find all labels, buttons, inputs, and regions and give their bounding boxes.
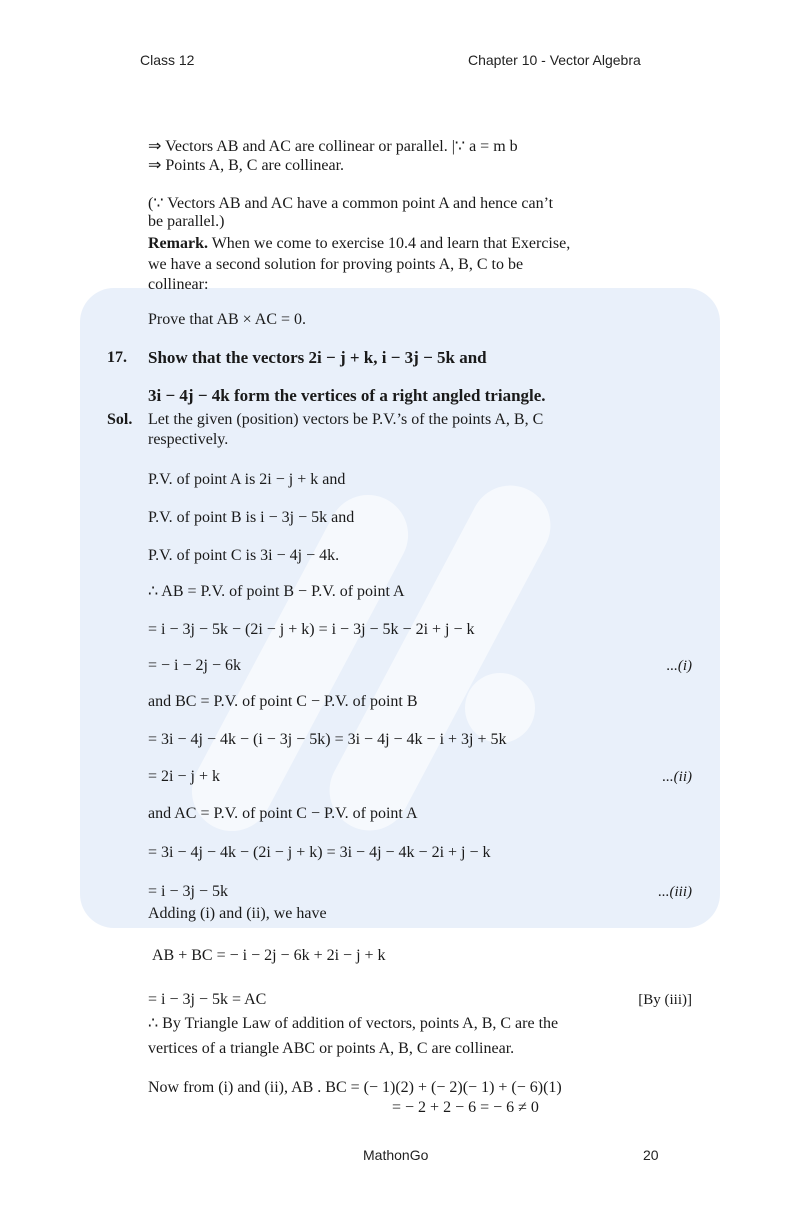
math-line: AB + BC = − i − 2j − 6k + 2i − j + k (152, 947, 386, 964)
math-line: = i − 3j − 5k (148, 883, 228, 900)
header-class: Class 12 (140, 52, 195, 68)
text-line: collinear: (148, 276, 209, 293)
math-line: = 2i − j + k (148, 768, 220, 785)
question-text: Show that the vectors 2i − j + k, i − 3j − 5k and (148, 348, 487, 367)
text-line: ⇒ Points A, B, C are collinear. (148, 157, 345, 174)
equation-ref: ...(ii) (662, 769, 692, 785)
remark-label: Remark. (148, 235, 208, 252)
math-line: and BC = P.V. of point C − P.V. of point B (148, 693, 418, 710)
text-line: vertices of a triangle ABC or points A, B, C are collinear. (148, 1040, 515, 1057)
text-line: Prove that AB × AC = 0. (148, 311, 307, 328)
math-line: P.V. of point A is 2i − j + k and (148, 471, 346, 488)
highlight-panel (80, 288, 720, 928)
text-line: be parallel.) (148, 213, 225, 230)
math-line: = i − 3j − 5k = AC (148, 991, 267, 1008)
text-line: Let the given (position) vectors be P.V.’s of the points A, B, C (148, 411, 544, 428)
header-chapter: Chapter 10 - Vector Algebra (468, 52, 641, 68)
equation-ref: ...(iii) (658, 884, 692, 900)
math-line: = − 2 + 2 − 6 = − 6 ≠ 0 (392, 1099, 539, 1116)
text-line: Adding (i) and (ii), we have (148, 905, 327, 922)
remark-line: Remark. When we come to exercise 10.4 and learn that Exercise, (148, 235, 571, 252)
math-line: = 3i − 4j − 4k − (i − 3j − 5k) = 3i − 4j − 4k − i + 3j + 5k (148, 731, 507, 748)
page-number: 20 (643, 1147, 659, 1163)
equation-ref: ...(i) (666, 658, 692, 674)
math-line: = 3i − 4j − 4k − (2i − j + k) = 3i − 4j − 4k − 2i + j − k (148, 844, 491, 861)
text-line: ⇒ Vectors AB and AC are collinear or parallel. |∵ a = m b (148, 138, 518, 155)
math-line: P.V. of point B is i − 3j − 5k and (148, 509, 355, 526)
math-line: ∴ AB = P.V. of point B − P.V. of point A (148, 583, 405, 600)
equation-ref: [By (iii)] (638, 992, 692, 1008)
text-line: (∵ Vectors AB and AC have a common point A and hence can’t (148, 195, 554, 212)
footer-brand: MathonGo (363, 1147, 429, 1163)
math-line: = i − 3j − 5k − (2i − j + k) = i − 3j − 5k − 2i + j − k (148, 621, 475, 638)
math-line: P.V. of point C is 3i − 4j − 4k. (148, 547, 340, 564)
text-line: respectively. (148, 431, 229, 448)
question-text: 3i − 4j − 4k form the vertices of a right angled triangle. (148, 386, 546, 405)
text-line: we have a second solution for proving points A, B, C to be (148, 256, 524, 273)
math-line: and AC = P.V. of point C − P.V. of point A (148, 805, 418, 822)
text-line: ∴ By Triangle Law of addition of vectors, points A, B, C are the (148, 1015, 559, 1032)
question-number: 17. (107, 349, 127, 366)
solution-label: Sol. (107, 411, 133, 428)
math-line: Now from (i) and (ii), AB . BC = (− 1)(2) + (− 2)(− 1) + (− 6)(1) (148, 1079, 562, 1096)
math-line: = − i − 2j − 6k (148, 657, 241, 674)
